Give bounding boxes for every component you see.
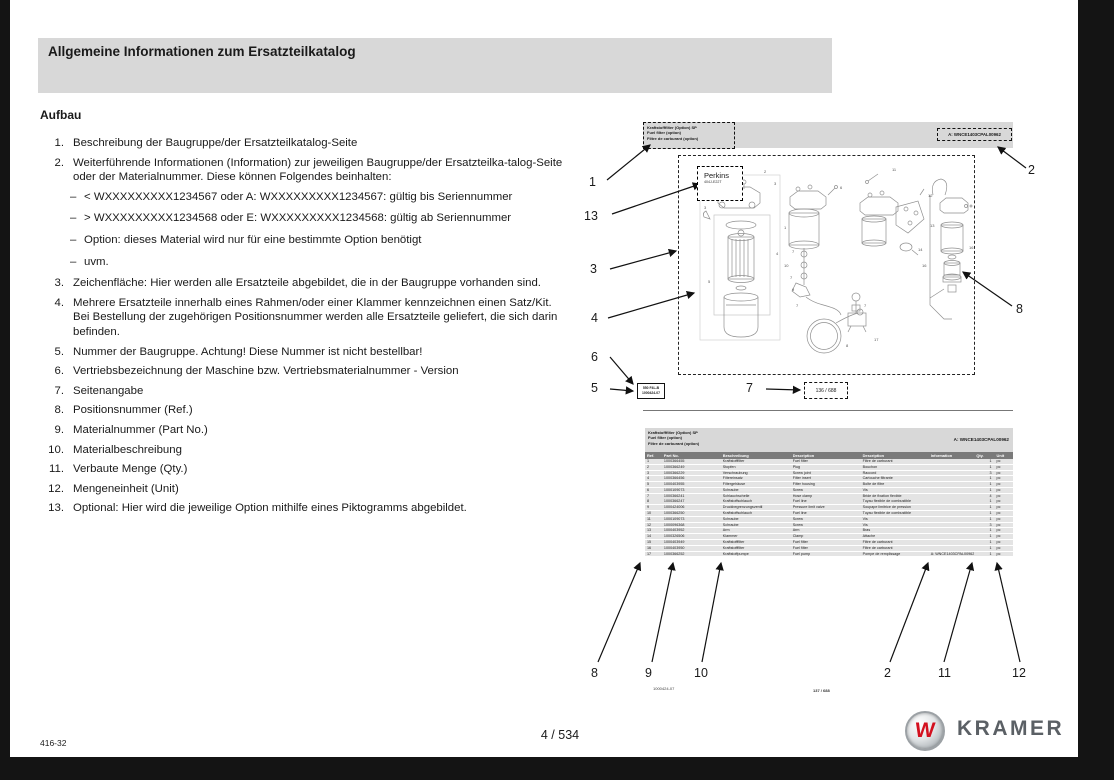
- table-cell: Fuel filter: [792, 545, 808, 550]
- part-position-label: 1: [784, 225, 787, 230]
- table-cell: Raccord: [862, 470, 877, 475]
- list-item-text: Zeichenfläche: Hier werden alle Ersatzteile abgebildet, die in der Baugruppe vorhanden sind.: [73, 277, 541, 290]
- table-cell: 4: [647, 476, 650, 481]
- table-cell: Arm: [792, 528, 800, 533]
- dash-bullet: –: [70, 190, 77, 203]
- table-cell: 3: [989, 522, 992, 527]
- brand-name: KRAMER: [957, 717, 1065, 740]
- table-cell: Tuyau flexible de combustible: [862, 499, 912, 504]
- table-title-de: Kraftstofffilter (Option) SP: [648, 430, 698, 435]
- table-cell: 1: [989, 482, 992, 487]
- figure-bottom-rule: [643, 410, 1013, 411]
- part-position-label: 14: [918, 247, 923, 252]
- table-cell: pc: [996, 470, 1001, 475]
- list-item: [40, 384, 566, 399]
- callout-label: 4: [591, 311, 598, 325]
- list-item: [40, 443, 566, 458]
- table-row: [645, 528, 1013, 533]
- table-column-label: Ref.: [647, 453, 655, 458]
- table-cell: Screw: [792, 487, 803, 492]
- table-cell: [929, 505, 975, 510]
- dash-bullet: –: [70, 255, 77, 268]
- table-body: [645, 459, 1013, 556]
- table-cell: 1: [989, 539, 992, 544]
- table-cell: Filter housing: [792, 482, 815, 487]
- callout-label: 5: [591, 381, 598, 395]
- table-cell: Schraube: [722, 522, 739, 527]
- table-cell: 1: [989, 459, 992, 463]
- table-cell: pc: [996, 476, 1001, 481]
- list-item: [40, 296, 566, 340]
- table-title-box: [648, 430, 699, 446]
- table-cell: Filtre de carburant: [862, 545, 893, 550]
- table-row: [645, 517, 1013, 522]
- table-cell: Kraftstofffilter: [722, 459, 745, 463]
- machine-designation-box: [637, 383, 665, 399]
- table-cell: pc: [996, 528, 1001, 533]
- table-cell: Filtre de carburant: [862, 459, 893, 463]
- table-cell: Kraftstoffschlauch: [722, 511, 753, 516]
- table-cell: 5: [647, 482, 650, 487]
- table-cell: 1000366247: [663, 499, 685, 504]
- list-item-number: 10.: [48, 443, 64, 456]
- list-subitem: [70, 233, 566, 248]
- part-position-label: 12: [928, 193, 933, 198]
- table-cell: pc: [996, 551, 1001, 556]
- table-cell: [929, 499, 975, 504]
- table-cell: pc: [996, 534, 1001, 539]
- table-serial: A: WNCE1403CPAL00962: [953, 437, 1009, 442]
- table-cell: 1000109073: [663, 487, 685, 492]
- part-position-label: 7: [864, 303, 867, 308]
- part-position-label: 8: [846, 343, 849, 348]
- table-cell: [929, 523, 975, 528]
- table-cell: [929, 528, 975, 533]
- page-header-bar: [38, 38, 832, 93]
- table-row: [645, 511, 1013, 516]
- table-cell: Arm: [722, 528, 730, 533]
- list-item-text: Vertriebsbezeichnung der Maschine bzw. Vertriebsmaterialnummer - Version: [73, 365, 459, 378]
- table-cell: pc: [996, 487, 1001, 492]
- part-position-label: 9: [792, 287, 795, 292]
- table-row: [645, 488, 1013, 493]
- table-footnote-left: 1000424-07: [653, 686, 675, 691]
- callout-label: 13: [584, 209, 598, 223]
- figure-title-en: Fuel filter (option): [647, 130, 681, 136]
- table-cell: Vis: [862, 487, 868, 492]
- dash-bullet: –: [70, 212, 77, 225]
- part-position-label: 7: [796, 303, 799, 308]
- table-cell: Filtergehäuse: [722, 482, 746, 487]
- list-item-text: Verbaute Menge (Qty.): [73, 463, 188, 476]
- table-cell: Bride de fixation flexible: [862, 493, 902, 498]
- list-subitem-text: Option: dieses Material wird nur für eine bestimmte Option benötigt: [84, 233, 422, 246]
- part-position-label: 4: [776, 251, 779, 256]
- table-cell: 3: [647, 470, 650, 475]
- table-cell: 1: [989, 505, 992, 510]
- part-position-label: 2: [764, 169, 767, 174]
- table-cell: Kraftstofffilter: [722, 539, 745, 544]
- table-cell: pc: [996, 516, 1001, 521]
- part-position-label: 10: [784, 263, 789, 268]
- table-cell: 13: [647, 528, 652, 533]
- figure-title-fr: Filtre de carburant (option): [647, 135, 699, 141]
- callout-label: 3: [590, 262, 597, 276]
- list-item-text: Seitenangabe: [73, 384, 144, 397]
- part-position-label: 11: [892, 167, 897, 172]
- list-item-number: 2.: [54, 156, 64, 169]
- table-cell: 16: [647, 545, 652, 550]
- list-item: [40, 423, 566, 438]
- assembly-number: 1000424-07: [641, 390, 661, 395]
- table-cell: 1000366249: [663, 464, 685, 469]
- part-position-label: 17: [874, 337, 879, 342]
- list-item-text: Materialnummer (Part No.): [73, 423, 208, 436]
- table-cell: Fuel line: [792, 499, 807, 504]
- list-item: [40, 364, 566, 379]
- callout-label: 2: [884, 666, 891, 680]
- table-cell: 6: [647, 487, 650, 492]
- table-cell: Pressure limit valve: [792, 505, 825, 510]
- table-cell: Screw: [792, 522, 803, 527]
- catalog-figure: [643, 122, 1013, 414]
- list-subitem: [70, 255, 566, 270]
- table-cell: [929, 465, 975, 470]
- table-cell: Stopfen: [722, 464, 736, 469]
- table-cell: 4: [989, 493, 992, 498]
- table-row: [645, 552, 1013, 557]
- table-cell: 17: [647, 551, 652, 556]
- list-subitem: [70, 190, 566, 205]
- table-cell: 1000424006: [663, 505, 685, 510]
- table-cell: 2: [647, 464, 650, 469]
- list-item-number: 7.: [54, 384, 64, 397]
- list-item-number: 3.: [54, 277, 64, 290]
- engine-label-box: [697, 166, 743, 201]
- table-cell: Pompe de remplissage: [862, 551, 901, 556]
- part-position-label: 3: [774, 181, 777, 186]
- table-cell: Vis: [862, 516, 868, 521]
- table-cell: 1000403950: [663, 545, 685, 550]
- table-cell: A: WNCE1403CPAL00962: [930, 551, 975, 556]
- table-cell: Cartouche filtrante: [862, 476, 893, 481]
- table-cell: 8: [647, 499, 650, 504]
- table-cell: [929, 471, 975, 476]
- catalog-table-figure: [645, 428, 1013, 693]
- table-row: [645, 499, 1013, 504]
- table-row: [645, 471, 1013, 476]
- part-position-label: 7: [792, 249, 795, 254]
- table-cell: Screw: [792, 516, 803, 521]
- table-column-label: Description: [792, 453, 815, 458]
- table-cell: 1: [989, 511, 992, 516]
- table-cell: Kraftstofffilter: [722, 545, 745, 550]
- table-cell: [929, 459, 975, 464]
- table-cell: 1000326506: [663, 534, 685, 539]
- table-cell: Screw joint: [792, 470, 811, 475]
- callout-label: 7: [746, 381, 753, 395]
- list-item-number: 6.: [54, 365, 64, 378]
- table-cell: pc: [996, 505, 1001, 510]
- table-column-label: Description: [862, 453, 885, 458]
- kramer-badge-icon: [905, 711, 945, 751]
- table-cell: pc: [996, 459, 1001, 463]
- info-list: [40, 136, 566, 521]
- table-cell: 11: [647, 516, 651, 521]
- list-item-number: 9.: [54, 423, 64, 436]
- list-item-number: 11.: [49, 463, 64, 476]
- list-item-text: Optional: Hier wird die jeweilige Option mithilfe eines Piktogramms abgebildet.: [73, 502, 467, 515]
- part-position-label: 6: [840, 185, 843, 190]
- list-item: [40, 501, 566, 516]
- table-cell: 1: [989, 551, 992, 556]
- table-cell: [929, 540, 975, 545]
- table-cell: 1000096368: [663, 522, 685, 527]
- table-cell: 12: [647, 522, 652, 527]
- table-cell: 1000366241: [663, 493, 685, 498]
- list-item: [40, 345, 566, 360]
- table-cell: 1: [989, 476, 992, 481]
- table-row: [645, 546, 1013, 551]
- list-subitem-text: uvm.: [84, 255, 109, 268]
- list-item-number: 12.: [48, 482, 64, 495]
- w-logo-letter: W: [913, 719, 937, 742]
- callout-label: 10: [694, 666, 708, 680]
- table-cell: Bras: [862, 528, 871, 533]
- table-row: [645, 534, 1013, 539]
- list-item: [40, 462, 566, 477]
- part-position-label: 7: [790, 275, 793, 280]
- callout-label: 8: [591, 666, 598, 680]
- part-position-label: 5: [708, 279, 711, 284]
- table-column-label: Part No.: [663, 453, 679, 458]
- table-cell: 15: [647, 539, 652, 544]
- list-item-number: 4.: [54, 296, 64, 309]
- callout-label: 12: [1012, 666, 1026, 680]
- table-cell: [929, 476, 975, 481]
- table-row: [645, 465, 1013, 470]
- table-row: [645, 459, 1013, 464]
- list-subitem-text: > WXXXXXXXXX1234568 oder E: WXXXXXXXXX1234568: gültig ab Seriennummer: [84, 212, 512, 225]
- list-item-text: Mengeneinheit (Unit): [73, 482, 179, 495]
- part-position-label: 3: [704, 205, 707, 210]
- list-item-text: Weiterführende Informationen (Information) zur jeweiligen Baugruppe/der Ersatzteilka-talog-Seite oder der Materialnummer. Diese können Folgendes beinhalten:: [73, 156, 563, 184]
- table-cell: 1: [989, 487, 992, 492]
- table-cell: Schraube: [722, 516, 739, 521]
- table-cell: 1: [989, 528, 992, 533]
- table-cell: 1000403949: [663, 539, 685, 544]
- table-cell: pc: [996, 545, 1001, 550]
- table-cell: Filtereinsatz: [722, 476, 743, 481]
- table-cell: pc: [996, 539, 1001, 544]
- list-item-number: 5.: [54, 345, 64, 358]
- table-cell: Filter insert: [792, 476, 811, 481]
- part-position-label: 16: [922, 263, 927, 268]
- table-cell: Clamp: [792, 534, 804, 539]
- table-cell: Attache: [862, 534, 876, 539]
- table-row: [645, 494, 1013, 499]
- table-cell: Druckbegrenzungsventil: [722, 505, 763, 510]
- table-cell: Verschraubung: [722, 470, 748, 475]
- table-cell: Klammer: [722, 534, 738, 539]
- table-cell: Kraftstoffpumpe: [722, 551, 749, 556]
- engine-brand: Perkins: [704, 171, 730, 180]
- page-number: 4 / 534: [540, 728, 580, 742]
- table-footnote-center: 137 / 688: [813, 688, 830, 693]
- list-item-number: 8.: [54, 404, 64, 417]
- callout-label: 2: [1028, 163, 1035, 177]
- table-cell: 1000403952: [663, 528, 685, 533]
- table-column-header: [645, 452, 1013, 459]
- table-cell: Fuel pump: [792, 551, 811, 556]
- table-cell: 10: [647, 511, 652, 516]
- callout-label: 11: [938, 666, 951, 680]
- callout-label: 6: [591, 350, 598, 364]
- list-item-number: 1.: [54, 137, 64, 149]
- table-cell: Kraftstoffschlauch: [722, 499, 753, 504]
- table-cell: [929, 494, 975, 499]
- table-cell: [929, 482, 975, 487]
- table-title-en: Fuel filter (option): [648, 435, 682, 441]
- machine-designation: 550 F4L-B: [642, 386, 660, 390]
- table-cell: Hose clamp: [792, 493, 813, 498]
- table-cell: Fuel filter: [792, 539, 808, 544]
- table-row: [645, 505, 1013, 510]
- table-cell: 7: [647, 493, 650, 498]
- figure-title-de: Kraftstofffilter (Option) SP: [647, 125, 697, 130]
- list-subitem: [70, 211, 566, 226]
- table-cell: Plug: [792, 464, 801, 469]
- page-title: Allgemeine Informationen zum Ersatzteilkatalog: [48, 44, 356, 59]
- table-cell: [929, 546, 975, 551]
- table-cell: pc: [996, 493, 1001, 498]
- table-cell: pc: [996, 464, 1001, 469]
- engine-model: 404J-E22T: [704, 180, 722, 184]
- table-cell: 1000109073: [663, 516, 685, 521]
- list-item: [40, 403, 566, 418]
- table-cell: 1: [989, 499, 992, 504]
- document-code: 416-32: [40, 738, 67, 748]
- table-cell: Filtre de carburant: [862, 539, 893, 544]
- brand-logo: [905, 710, 1085, 754]
- callout-label: 8: [1016, 302, 1023, 316]
- part-position-label: 13: [930, 223, 935, 228]
- table-cell: 3: [989, 470, 992, 475]
- table-cell: Tuyau flexible de combustible: [862, 511, 912, 516]
- table-column-label: Information: [930, 453, 953, 458]
- list-item-text: Nummer der Baugruppe. Achtung! Diese Nummer ist nicht bestellbar!: [73, 345, 423, 358]
- list-item-text: Positionsnummer (Ref.): [73, 404, 193, 417]
- table-cell: 1000403955: [663, 482, 685, 487]
- table-row: [645, 476, 1013, 481]
- table-cell: 1000366252: [663, 551, 685, 556]
- table-cell: 1000366229: [663, 470, 685, 475]
- part-position-label: 16: [969, 245, 974, 250]
- section-title: Aufbau: [40, 108, 82, 122]
- table-cell: [929, 488, 975, 493]
- table-cell: [929, 511, 975, 516]
- table-column-label: Qty.: [976, 453, 984, 458]
- table-cell: 1: [647, 459, 650, 463]
- list-subitem-text: < WXXXXXXXXX1234567 oder A: WXXXXXXXXX1234567: gültig bis Seriennummer: [84, 190, 513, 203]
- table-cell: 1: [989, 534, 992, 539]
- table-cell: 1000366455: [663, 459, 685, 463]
- table-cell: Fuel line: [792, 511, 807, 516]
- table-cell: pc: [996, 522, 1001, 527]
- figure-title-box: [643, 122, 735, 149]
- list-item-text: Materialbeschreibung: [73, 443, 182, 456]
- table-column-label: Beschreibung: [722, 453, 749, 458]
- table-header-bar: [645, 428, 1013, 452]
- list-item: [40, 156, 566, 185]
- table-row: [645, 540, 1013, 545]
- table-cell: Soupape limitrice de pression: [862, 505, 911, 510]
- table-cell: Fuel filter: [792, 459, 808, 463]
- table-cell: Schlauchschelle: [722, 493, 750, 498]
- callout-label: 1: [589, 175, 596, 189]
- table-cell: 1000366456: [663, 476, 685, 481]
- list-item: [40, 136, 566, 151]
- list-item-text: Mehrere Ersatzteile innerhalb eines Rahmen/oder einer Klammer kennzeichnen einen Satz/Kit. Bei Bestellung der zugehörigen Positionsnummer werden alle Ersatzteile geliefert, die sich darin befinden.: [73, 296, 558, 338]
- table-cell: pc: [996, 511, 1001, 516]
- table-cell: pc: [996, 482, 1001, 487]
- table-column-label: Unit: [996, 453, 1005, 458]
- table-row: [645, 523, 1013, 528]
- table-cell: 9: [647, 505, 650, 510]
- list-item-number: 13.: [48, 502, 64, 515]
- list-item: [40, 276, 566, 291]
- table-cell: Bouchon: [862, 464, 878, 469]
- table-cell: pc: [996, 499, 1001, 504]
- table-cell: 1000366250: [663, 511, 685, 516]
- table-cell: 1: [989, 516, 992, 521]
- table-cell: 1: [989, 464, 992, 469]
- table-cell: [929, 517, 975, 522]
- list-item: [40, 482, 566, 497]
- table-title-fr: Filtre de carburant (option): [648, 440, 700, 446]
- table-cell: Vis: [862, 522, 868, 527]
- figure-pagenumber-box: 136 / 688: [804, 382, 848, 399]
- table-cell: 1: [989, 545, 992, 550]
- callout-label: 9: [645, 666, 652, 680]
- table-cell: Schraube: [722, 487, 739, 492]
- table-row: [645, 482, 1013, 487]
- figure-serial-box: A: WNCE1403CPAL00962: [937, 128, 1012, 141]
- list-item-text: Beschreibung der Baugruppe/der Ersatzteilkatalog-Seite: [73, 137, 358, 149]
- table-cell: Boîte de filtre: [862, 482, 885, 487]
- table-cell: 14: [647, 534, 652, 539]
- dash-bullet: –: [70, 233, 77, 246]
- table-cell: [929, 534, 975, 539]
- document-page: [10, 0, 1078, 757]
